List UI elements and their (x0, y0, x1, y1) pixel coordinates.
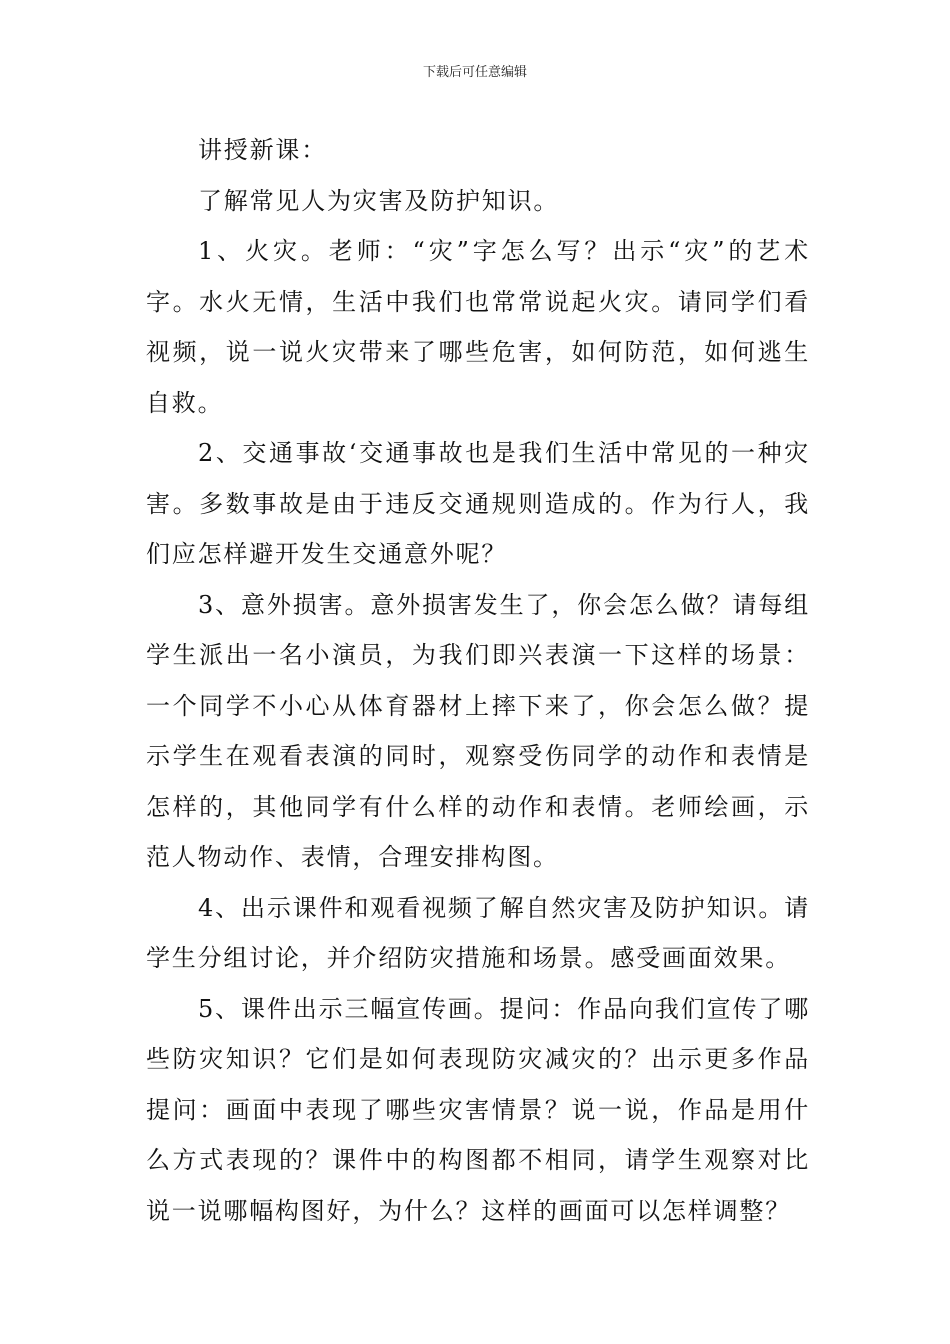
page-header: 下载后可任意编辑 (422, 65, 527, 80)
document-body (146, 125, 810, 1236)
paragraph-natural-disaster: 4、出示课件和观看视频了解自然灾害及防护知识。请学生分组讨论，并介绍防灾措施和场景。感受画面效果。 (146, 893, 810, 972)
paragraph-fire: 1、火灾。老师：“灾”字怎么写？出示“灾”的艺术字。水火无情，生活中我们也常常说起火灾。请同学们看视频，说一说火灾带来了哪些危害，如何防范，如何逃生自救。 (146, 237, 810, 417)
paragraph-topic: 了解常见人为灾害及防护知识。 (198, 186, 560, 215)
paragraph-posters: 5、课件出示三幅宣传画。提问：作品向我们宣传了哪些防灾知识？它们是如何表现防灾减灾的？出示更多作品提问：画面中表现了哪些灾害情景？说一说，作品是用什么方式表现的？课件中的构图都不相同，请学生观察对比说一说哪幅构图好，为什么？这样的画面可以怎样调整？ (146, 994, 810, 1225)
paragraph-traffic: 2、交通事故‘交通事故也是我们生活中常见的一种灾害。多数事故是由于违反交通规则造成的。作为行人，我们应怎样避开发生交通意外呢？ (146, 439, 810, 568)
paragraph-accident: 3、意外损害。意外损害发生了，你会怎么做？请每组学生派出一名小演员，为我们即兴表演一下这样的场景：一个同学不小心从体育器材上摔下来了，你会怎么做？提示学生在观看表演的同时，观察受伤同学的动作和表情是怎样的，其他同学有什么样的动作和表情。老师绘画，示范人物动作、表情，合理安排构图。 (146, 590, 810, 871)
paragraph-lesson-heading: 讲授新课： (198, 136, 327, 164)
